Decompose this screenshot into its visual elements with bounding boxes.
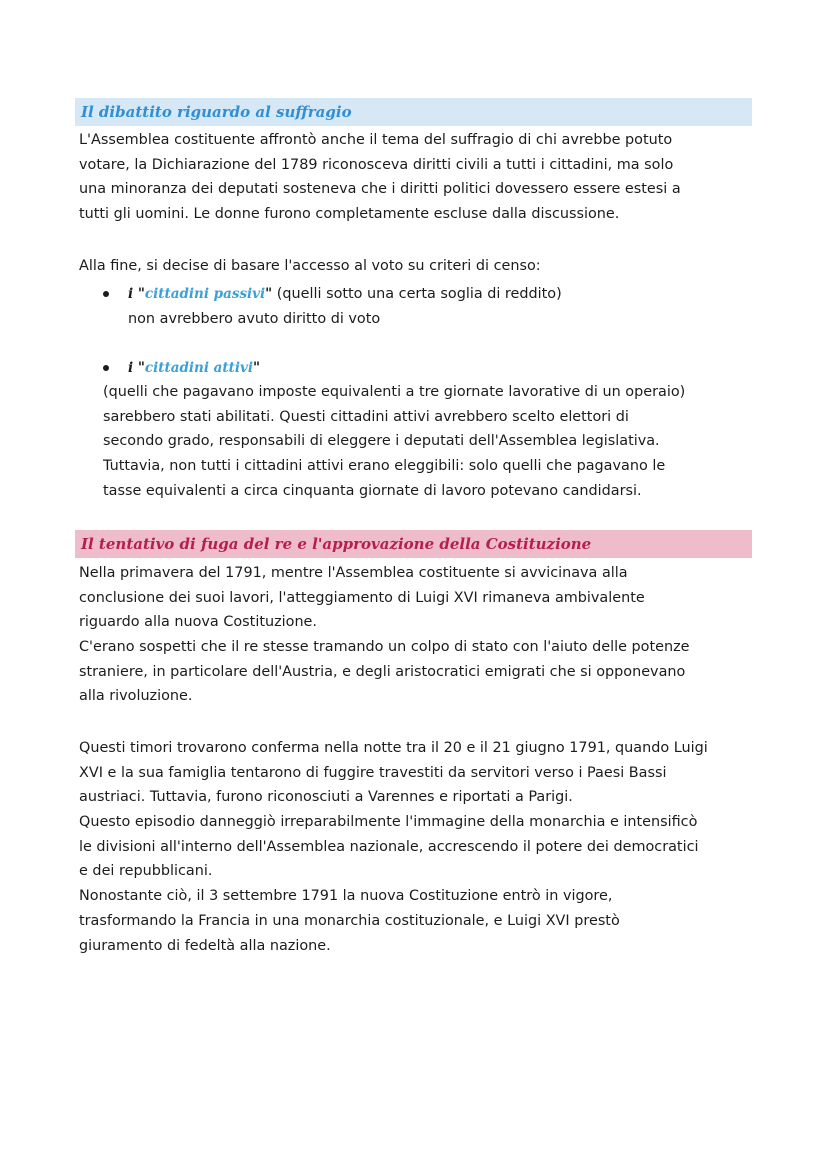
term-passive-citizens: cittadini passivi [144, 286, 266, 302]
text-line: Nonostante ciò, il 3 settembre 1791 la nuova Costituzione entrò in vigore, [79, 888, 613, 905]
text-line: non avrebbero avuto diritto di voto [128, 310, 381, 327]
text-line: austriaci. Tuttavia, furono riconosciuti a Varennes e riportati a Parigi. [79, 789, 573, 806]
text-line: tutti gli uomini. Le donne furono completamente escluse dalla discussione. [79, 206, 620, 223]
text-line: alla rivoluzione. [79, 688, 193, 705]
text-line: sarebbero stati abilitati. Questi cittadini attivi avrebbero scelto elettori di [103, 408, 629, 425]
text-line: L'Assemblea costituente affrontò anche il tema del suffragio di chi avrebbe potuto [79, 132, 673, 148]
term-prefix: i " [128, 286, 145, 302]
term-active-citizens: cittadini attivi [144, 360, 253, 376]
text-line: riguardo alla nuova Costituzione. [79, 614, 317, 631]
term-description: (quelli sotto una certa soglia di reddito) [272, 286, 562, 302]
text-line: le divisioni all'interno dell'Assemblea nazionale, accrescendo il potere dei democratici [79, 838, 699, 855]
text-line: Questi timori trovarono conferma nella notte tra il 20 e il 21 giugno 1791, quando Luigi [79, 740, 708, 756]
text-line [128, 282, 562, 307]
list-item-active-citizens-text [103, 380, 685, 503]
text-line: tasse equivalenti a circa cinquanta giornate di lavoro potevano candidarsi. [103, 482, 642, 499]
paragraph-census-criteria [79, 254, 541, 279]
text-line: Alla fine, si decise di basare l'accesso al voto su criteri di censo: [79, 258, 541, 274]
section-heading-suffrage: Il dibattito riguardo al suffragio [75, 98, 752, 126]
bullet-point [103, 365, 109, 371]
text-line: trasformando la Francia in una monarchia costituzionale, e Luigi XVI prestò [79, 912, 620, 929]
paragraph-spring-1791 [79, 561, 690, 709]
section-heading-flight-constitution: Il tentativo di fuga del re e l'approvazione della Costituzione [75, 530, 752, 558]
paragraph-varennes [79, 736, 708, 958]
text-line: e dei repubblicani. [79, 863, 213, 880]
text-line: conclusione dei suoi lavori, l'atteggiamento di Luigi XVI rimaneva ambivalente [79, 589, 645, 606]
text-line: Tuttavia, non tutti i cittadini attivi erano eleggibili: solo quelli che pagavano le [103, 458, 666, 475]
list-item-active-citizens-label [128, 356, 260, 381]
text-line: Nella primavera del 1791, mentre l'Assemblea costituente si avvicinava alla [79, 565, 628, 581]
text-line: giuramento di fedeltà alla nazione. [79, 937, 331, 954]
term-prefix: i " [128, 360, 145, 376]
text-line [128, 356, 260, 381]
text-line: (quelli che pagavano imposte equivalenti a tre giornate lavorative di un operaio) [103, 384, 686, 400]
text-line: C'erano sospetti che il re stesse tramando un colpo di stato con l'aiuto delle potenze [79, 639, 690, 656]
term-suffix: " [252, 360, 261, 376]
text-line: votare, la Dichiarazione del 1789 riconosceva diritti civili a tutti i cittadini, ma solo [79, 156, 674, 173]
paragraph-suffrage-intro [79, 128, 681, 227]
bullet-point [103, 291, 109, 297]
term-suffix: " [265, 286, 273, 302]
text-line: secondo grado, responsabili di eleggere i deputati dell'Assemblea legislativa. [103, 433, 660, 450]
text-line: straniere, in particolare dell'Austria, e degli aristocratici emigrati che si opponevano [79, 663, 686, 680]
text-line: una minoranza dei deputati sosteneva che i diritti politici dovessero essere estesi a [79, 181, 681, 198]
list-item-passive-citizens [128, 282, 562, 331]
text-line: XVI e la sua famiglia tentarono di fuggire travestiti da servitori verso i Paesi Bassi [79, 764, 667, 781]
text-line: Questo episodio danneggiò irreparabilmente l'immagine della monarchia e intensificò [79, 814, 698, 831]
